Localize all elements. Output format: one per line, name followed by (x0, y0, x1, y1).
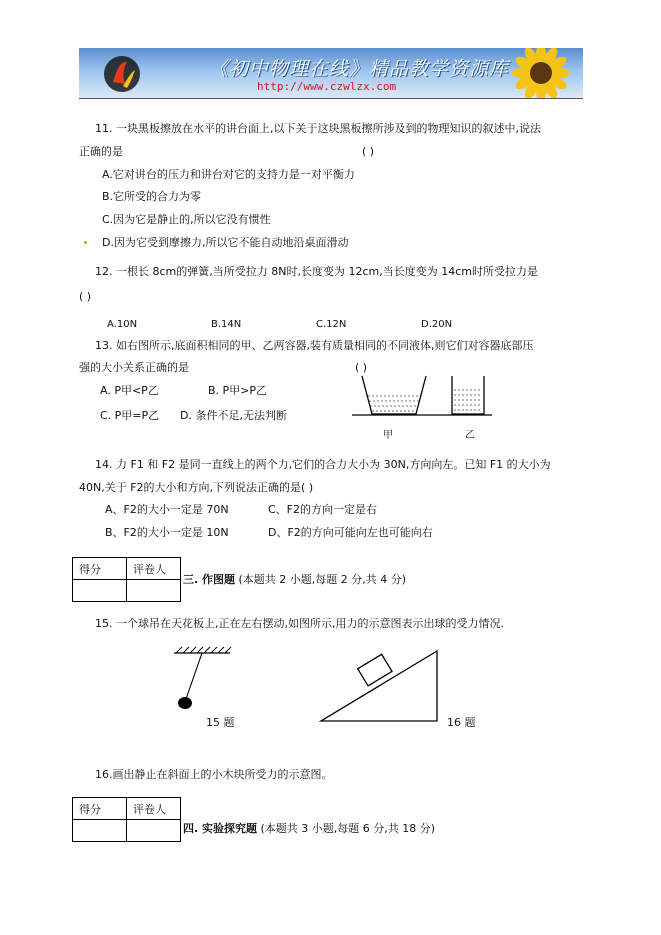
q12-option-c: C.12N (316, 319, 347, 330)
q11-option-b: B.它所受的合力为零 (102, 190, 202, 203)
q14-option-a: A、F2的大小一定是 70N (105, 503, 229, 516)
q11-option-a: A.它对讲台的压力和讲台对它的支持力是一对平衡力 (102, 168, 355, 181)
q13-stem-line2: 强的大小关系正确的是 (79, 361, 189, 374)
q14-option-d: D、F2的方向可能向左也可能向右 (268, 526, 433, 539)
header-rule (79, 98, 583, 99)
q12-option-b: B.14N (211, 319, 242, 330)
banner-url: http://www.czwlzx.com (257, 80, 397, 93)
q11-option-c: C.因为它是静止的,所以它没有惯性 (102, 213, 271, 226)
grader-cell[interactable] (127, 580, 181, 602)
q11-stem-line2: 正确的是 (79, 145, 123, 158)
section3-heading: 三. 作图题 (183, 573, 236, 586)
section4-info: (本题共 3 小题,每题 6 分,共 18 分) (260, 822, 436, 835)
logo-icon (101, 52, 143, 94)
incline-figure (315, 645, 445, 725)
q14-option-c: C、F2的方向一定是右 (268, 503, 378, 516)
q13-option-a: A. P甲<P乙 (100, 384, 159, 397)
score-cell[interactable] (73, 820, 127, 842)
grader-label: 评卷人 (127, 798, 181, 820)
grader-label: 评卷人 (127, 558, 181, 580)
q14-stem-line2: 40N,关于 F2的大小和方向,下列说法正确的是( ) (79, 481, 314, 494)
label-yi: 乙 (465, 430, 475, 441)
sunflower-icon (499, 48, 583, 98)
q13-option-d: D. 条件不足,无法判断 (180, 409, 287, 422)
containers-figure (352, 372, 492, 422)
fig16-caption: 16 题 (447, 716, 476, 729)
score-label: 得分 (73, 798, 127, 820)
q12-option-d: D.20N (421, 319, 453, 330)
q13-stem-line1: 13. 如右图所示,底面积相同的甲、乙两容器,装有质量相同的不同液体,则它们对容器底部压 (95, 339, 534, 352)
section4-heading-line (183, 820, 435, 836)
bullet-dot (84, 241, 87, 244)
q11-stem-line1: 11. 一块黑板擦放在水平的讲台面上,以下关于这块黑板擦所涉及到的物理知识的叙述中,说法 (95, 122, 541, 135)
q14-stem-line1: 14. 力 F1 和 F2 是同一直线上的两个力,它们的合力大小为 30N,方向向左。已知 F1 的大小为 (95, 458, 551, 471)
q12-stem-line2: ( ) (79, 290, 92, 303)
header-banner (79, 48, 583, 98)
section3-heading-line (183, 571, 406, 587)
q13-option-c: C. P甲=P乙 (100, 409, 160, 422)
section3-score-table (72, 557, 181, 602)
q13-option-b: B. P甲>P乙 (208, 384, 268, 397)
q15-stem: 15. 一个球吊在天花板上,正在左右摆动,如图所示,用力的示意图表示出球的受力情况. (95, 617, 504, 630)
q12-option-a: A.10N (107, 319, 138, 330)
q14-option-b: B、F2的大小一定是 10N (105, 526, 229, 539)
q11-answer-paren: ( ) (362, 145, 375, 158)
section3-info: (本题共 2 小题,每题 2 分,共 4 分) (238, 573, 407, 586)
banner-title: 《初中物理在线》精品教学资源库 (209, 58, 510, 80)
score-label: 得分 (73, 558, 127, 580)
q13-answer-paren: ( ) (355, 361, 368, 374)
grader-cell[interactable] (127, 820, 181, 842)
q16-stem: 16.画出静止在斜面上的小木块所受力的示意图。 (95, 768, 333, 781)
score-cell[interactable] (73, 580, 127, 602)
fig15-caption: 15 题 (206, 716, 235, 729)
label-jia: 甲 (383, 430, 393, 441)
q12-stem-line1: 12. 一根长 8cm的弹簧,当所受拉力 8N时,长度变为 12cm,当长度变为 14cm时所受拉力是 (95, 265, 538, 278)
section4-heading: 四. 实验探究题 (183, 822, 258, 835)
section4-score-table (72, 797, 181, 842)
q11-option-d: D.因为它受到摩擦力,所以它不能自动地沿桌面滑动 (102, 236, 349, 249)
pendulum-figure (170, 645, 250, 715)
